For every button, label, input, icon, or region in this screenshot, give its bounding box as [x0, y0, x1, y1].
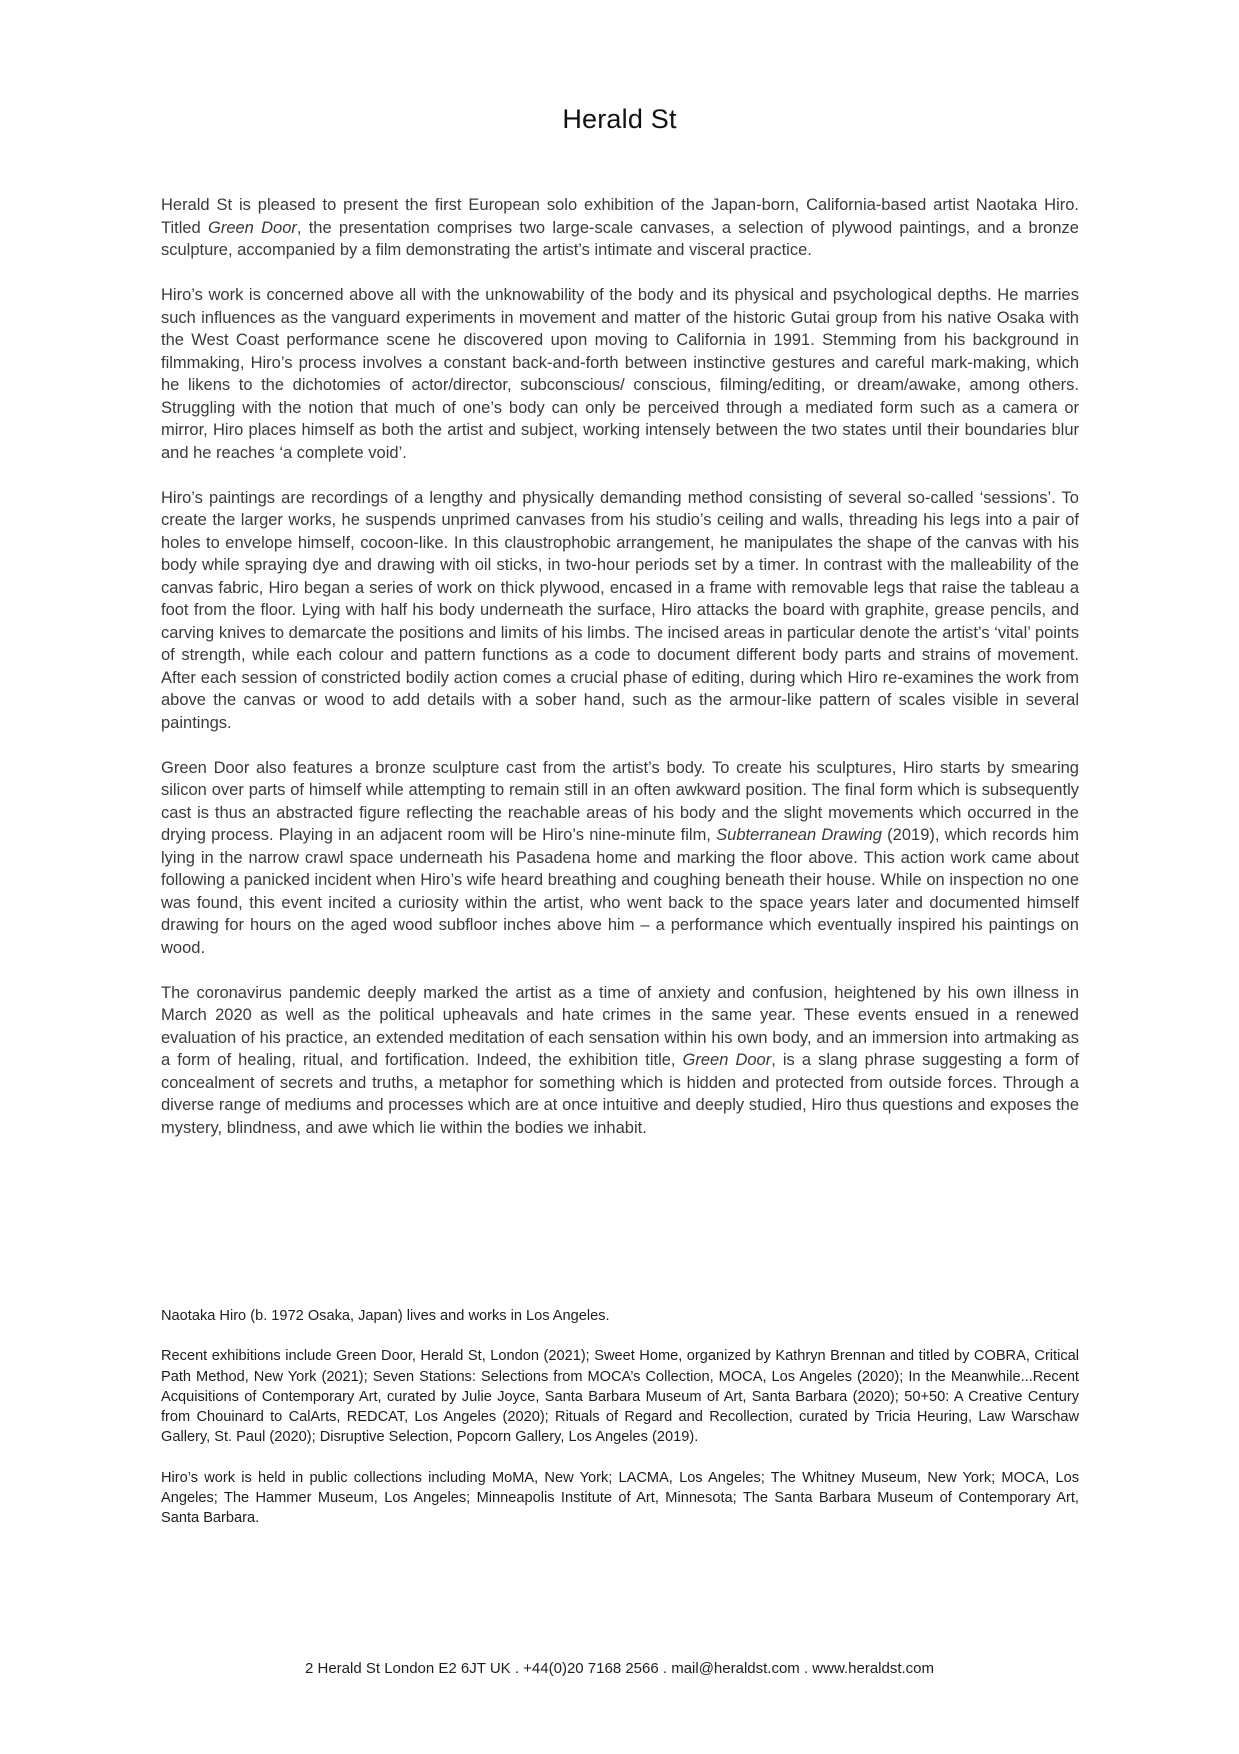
paragraph-intro-text-b: , the presentation comprises two large-scale canvases, a selection of plywood paintings, and a bronze sculpture, accompanied by a film demonstrating the artist’s intimate and visceral practice. — [161, 218, 1079, 259]
bio-birth: Naotaka Hiro (b. 1972 Osaka, Japan) lives and works in Los Angeles. — [161, 1308, 610, 1324]
exhibition-title-italic-2: Green Door — [682, 1051, 772, 1069]
paragraph-intro — [161, 194, 1079, 262]
paragraph-sculpture-text-b: (2019), which records him lying in the narrow crawl space underneath his Pasadena home and marking the floor above. This action work came about following a panicked incident when Hiro’s wife heard breathing and coughing beneath their house. While on inspection no one was found, this event incited a curiosity within the artist, who went back to the space years later and documented himself drawing for hours on the aged wood subfloor inches above him – a performance which eventually inspired his paintings on wood. — [161, 826, 1079, 957]
bio-exhibitions: Recent exhibitions include Green Door, Herald St, London (2021); Sweet Home, organized by Kathryn Brennan and titled by COBRA, Critical Path Method, New York (2021); Seven Stations: Selections from MOCA’s Collection, MOCA, Los Angeles (2020); In the Meanwhile...Recent Acquisitions of Contemporary Art, curated by Julie Joyce, Santa Barbara Museum of Art, Santa Barbara (2020); 50+50: A Creative Century from Chouinard to CalArts, REDCAT, Los Angeles (2020); Rituals of Regard and Recollection, curated by Tricia Heuring, Law Warschaw Gallery, St. Paul (2020); Disruptive Selection, Popcorn Gallery, Los Angeles (2019). — [161, 1348, 1079, 1446]
footer-contact: 2 Herald St London E2 6JT UK . +44(0)20 7168 2566 . mail@heraldst.com . www.heraldst.com — [304, 1660, 935, 1677]
page-title: Herald St — [562, 104, 677, 134]
paragraph-intro-text-a: Herald St is pleased to present the first European solo exhibition of the Japan-born, California-based artist Naotaka Hiro. Titled — [161, 196, 1079, 237]
paragraph-pandemic-text-a: The coronavirus pandemic deeply marked the artist as a time of anxiety and confusion, heightened by his own illness in March 2020 as well as the political upheavals and hate crimes in the same year. These events ensued in a renewed evaluation of his practice, an extended meditation of each sensation within his own body, and an immersion into artmaking as a form of healing, ritual, and fortification. Indeed, the exhibition title, — [161, 983, 1079, 1069]
bio-collections: Hiro’s work is held in public collections including MoMA, New York; LACMA, Los Angeles; The Whitney Museum, New York; MOCA, Los Angeles; The Hammer Museum, Los Angeles; Minneapolis Institute of Art, Minnesota; The Santa Barbara Museum of Contemporary Art, Santa Barbara. — [161, 1469, 1079, 1526]
paragraph-practice: Hiro’s work is concerned above all with the unknowability of the body and its physical and psychological depths. He marries such influences as the vanguard experiments in movement and matter of the historic Gutai group from his native Osaka with the West Coast performance scene he discovered upon moving to California in 1991. Stemming from his background in filmmaking, Hiro’s process involves a constant back-and-forth between instinctive gestures and careful mark-making, which he likens to the dichotomies of actor/director, subconscious/ conscious, filming/editing, or dream/awake, among others. Struggling with the notion that much of one’s body can only be perceived through a mediated form such as a camera or mirror, Hiro places himself as both the artist and subject, working intensely between the two states until their boundaries blur and he reaches ‘a complete void’. — [161, 286, 1079, 462]
paragraph-sculpture-text-a: Green Door also features a bronze sculpture cast from the artist’s body. To create his sculptures, Hiro starts by smearing silicon over parts of himself while attempting to remain still in an often awkward position. The final form which is subsequently cast is thus an abstracted figure reflecting the reachable areas of his body and the slight movements which occurred in the drying process. Playing in an adjacent room will be Hiro’s nine-minute film, — [161, 758, 1079, 844]
paragraph-sculpture-film — [161, 757, 1079, 960]
paragraph-paintings: Hiro’s paintings are recordings of a lengthy and physically demanding method consisting of several so-called ‘sessions’. To create the larger works, he suspends unprimed canvases from his studio’s ceiling and walls, threading his legs into a pair of holes to envelope himself, cocoon-like. In this claustrophobic arrangement, he manipulates the shape of the canvas with his body while spraying dye and drawing with oil sticks, in two-hour periods set by a timer. In contrast with the malleability of the canvas fabric, Hiro began a series of work on thick plywood, encased in a frame with removable legs that raise the tableau a foot from the floor. Lying with half his body underneath the surface, Hiro attacks the board with graphite, grease pencils, and carving knives to demarcate the positions and limits of his limbs. The incised areas in particular denote the artist’s ‘vital’ points of strength, while each colour and pattern functions as a code to document different body parts and strains of movement. After each session of constricted bodily action comes a crucial phase of editing, during which Hiro re-examines the work from above the canvas or wood to add details with a sober hand, such as the armour-like pattern of scales visible in several paintings. — [161, 488, 1079, 732]
artist-biography — [161, 1306, 1079, 1548]
paragraph-pandemic-text-b: , is a slang phrase suggesting a form of concealment of secrets and truths, a metaphor for something which is hidden and protected from outside forces. Through a diverse range of mediums and processes which are at once intuitive and deeply studied, Hiro thus questions and exposes the mystery, blindness, and awe which lie within the bodies we inhabit. — [161, 1051, 1079, 1137]
press-release-body — [161, 194, 1079, 1162]
paragraph-pandemic — [161, 982, 1079, 1140]
exhibition-title-italic: Green Door — [208, 218, 297, 237]
film-title-italic: Subterranean Drawing — [716, 826, 882, 844]
